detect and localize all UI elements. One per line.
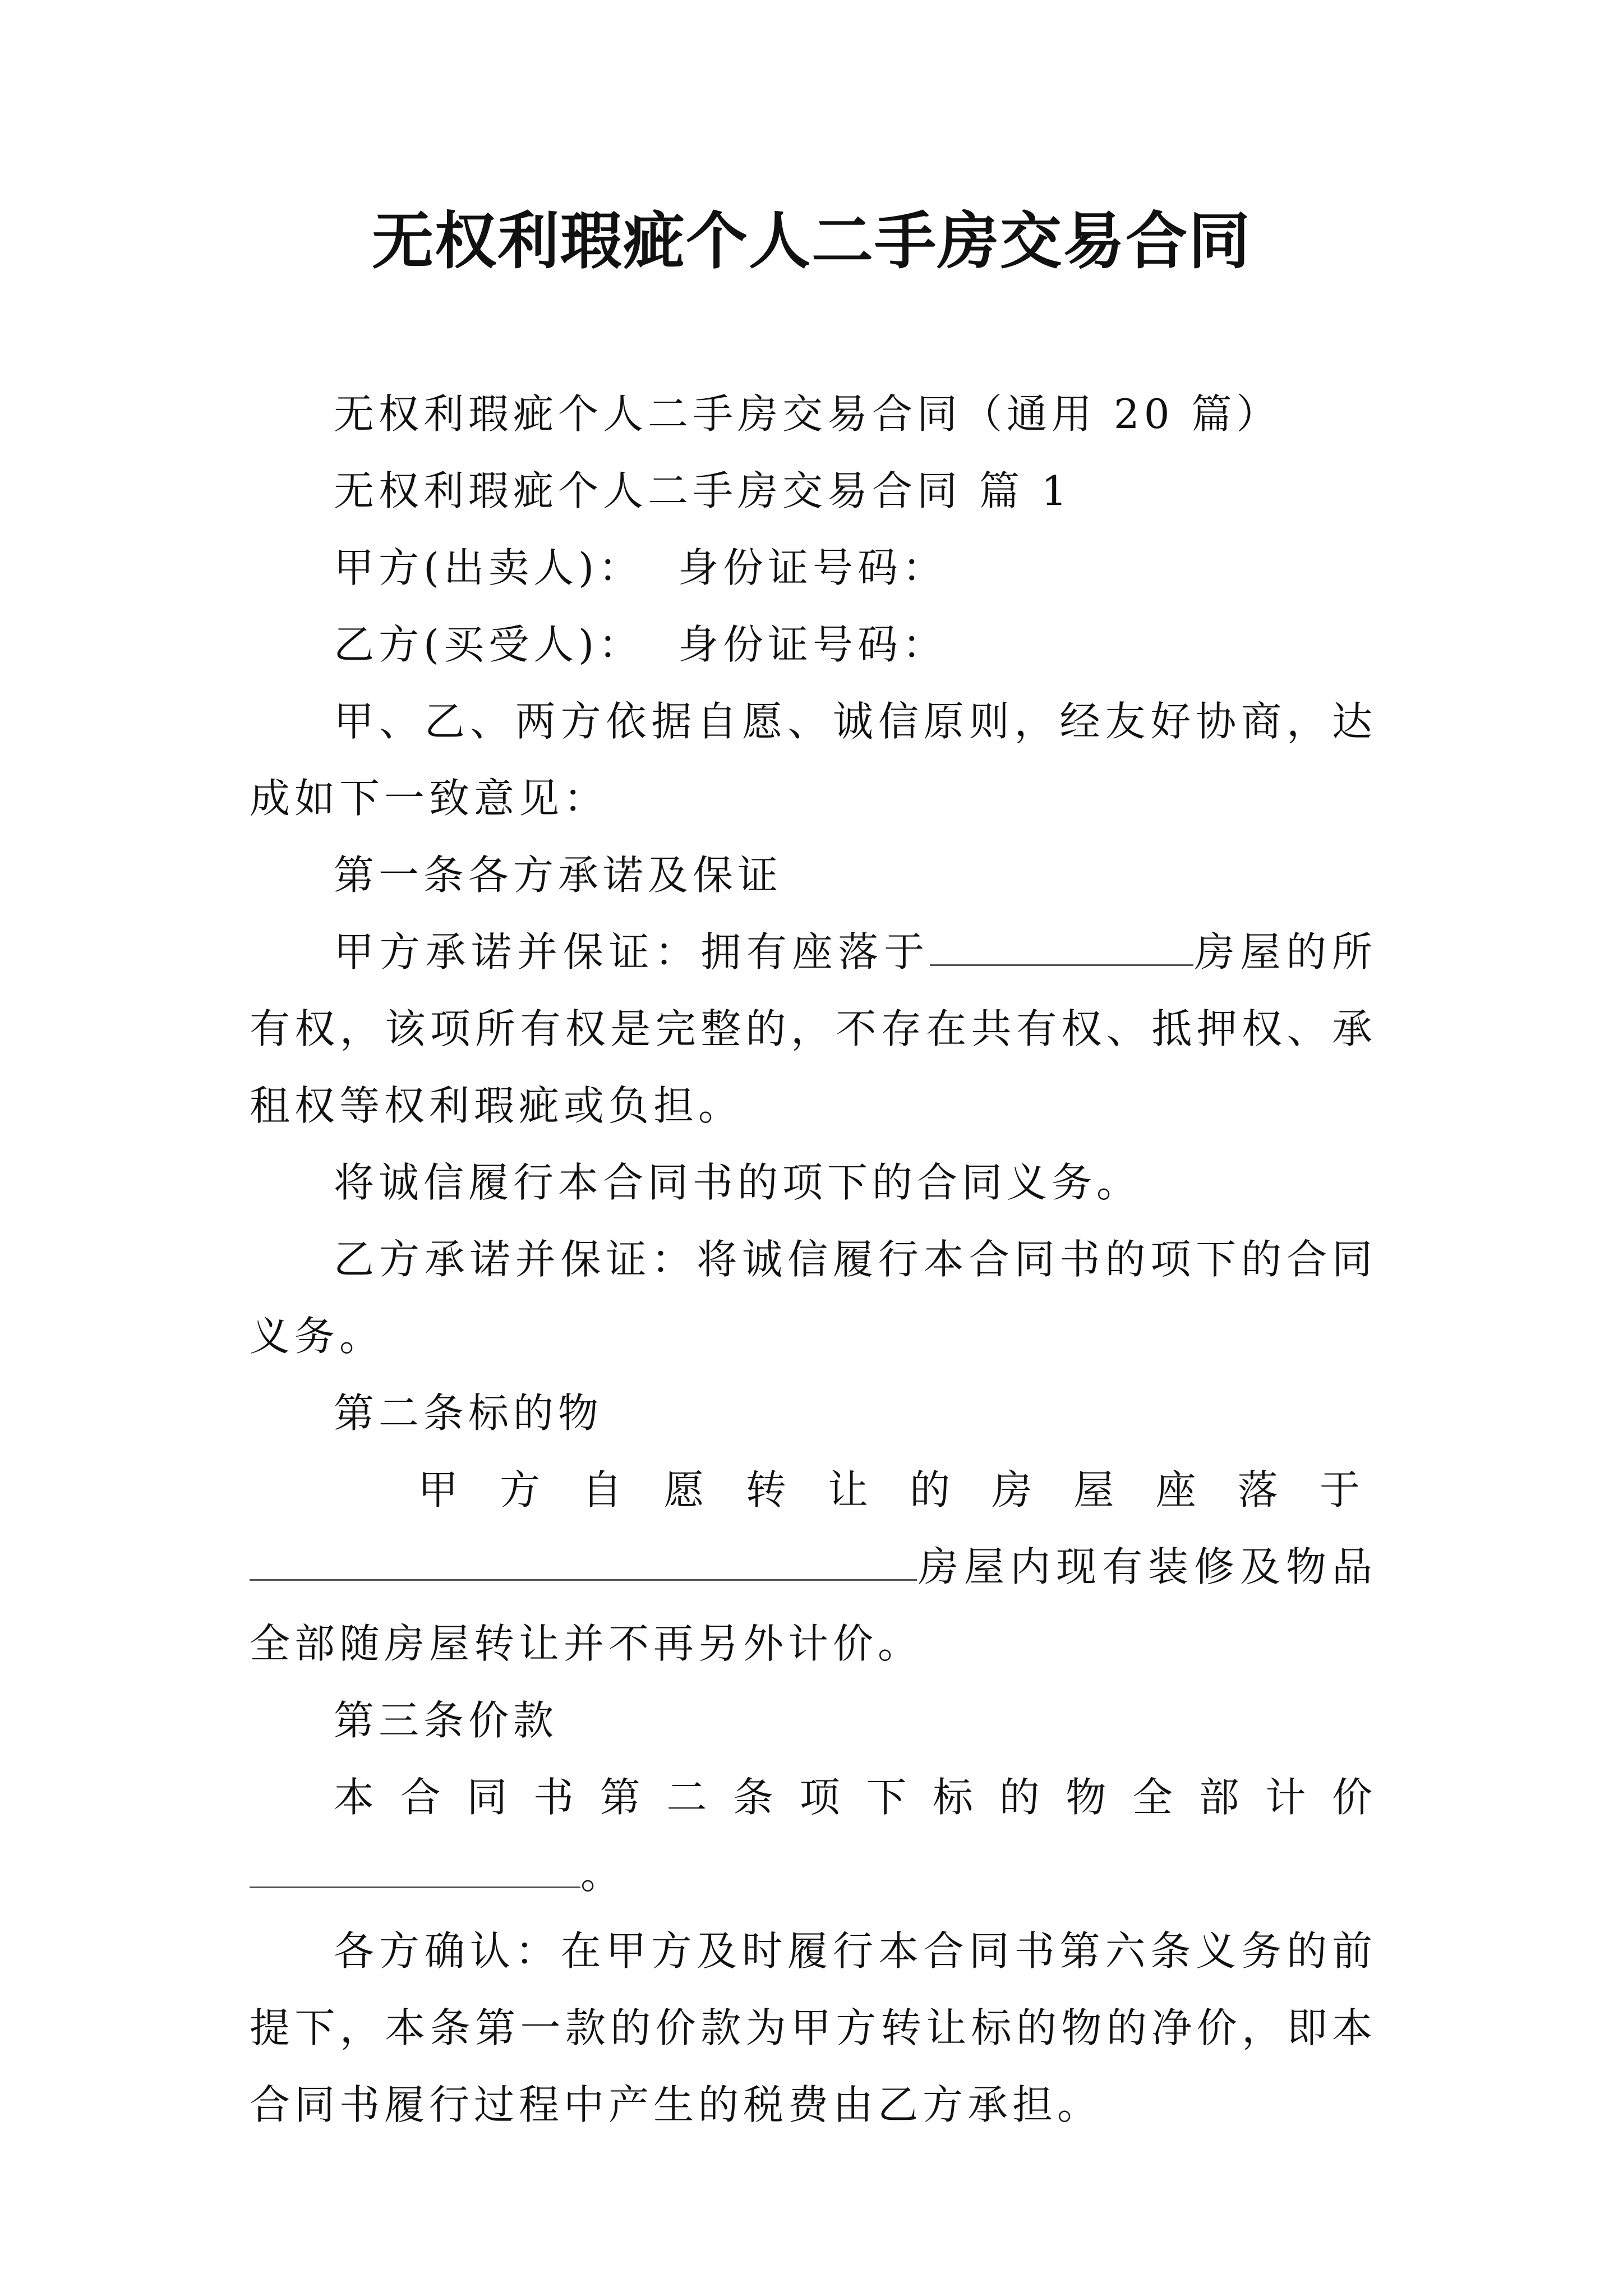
article-3-heading: 第三条价款: [334, 1697, 559, 1744]
article-1-party-a-clause: [250, 914, 1377, 1144]
clause-text: 本合同书第二条项下标的物全部计价: [334, 1774, 1377, 1821]
page-title: 无权利瑕疵个人二手房交易合同: [372, 205, 1251, 277]
address-blank: [930, 928, 1193, 966]
price-blank: [250, 1851, 580, 1888]
clause-text: 房屋内现有装修及物品全部随房屋转让并不再另外计价。: [250, 1543, 1377, 1667]
clause-text: 。: [580, 1851, 626, 1898]
chapter-heading: 无权利瑕疵个人二手房交易合同 篇 1: [334, 467, 1072, 514]
intro-paragraph: 甲、乙、两方依据自愿、诚信原则，经友好协商，达成如下一致意见：: [250, 698, 1377, 822]
article-2-clause-line2: [250, 1529, 1377, 1682]
article-1-party-b-clause: 乙方承诺并保证：将诚信履行本合同书的项下的合同义务。: [250, 1236, 1377, 1360]
article-2-heading: 第二条标的物: [334, 1389, 603, 1437]
subtitle: 无权利瑕疵个人二手房交易合同（通用 20 篇）: [334, 390, 1281, 438]
document-body: [250, 376, 1377, 2143]
article-1-heading: 第一条各方承诺及保证: [334, 852, 783, 899]
address-blank: [250, 1543, 917, 1581]
article-3-price-clause: [250, 1759, 1377, 1913]
article-1-party-a-obligation: 将诚信履行本合同书的项下的合同义务。: [334, 1159, 1142, 1206]
article-2-clause-line1: 甲方自愿转让的房屋座落于: [418, 1466, 1377, 1513]
party-b-line: 乙方(买受人)： 身份证号码：: [334, 621, 947, 668]
clause-text: 甲方承诺并保证：拥有座落于: [334, 928, 930, 976]
party-a-line: 甲方(出卖人)： 身份证号码：: [334, 544, 947, 591]
clause-text: 房屋的所有权，该项所有权是完整的，不存在共有权、抵押权、承租权等权利瑕疵或负担。: [250, 928, 1377, 1129]
article-3-confirmation: 各方确认：在甲方及时履行本合同书第六条义务的前提下，本条第一款的价款为甲方转让标的物的净价，即本合同书履行过程中产生的税费由乙方承担。: [250, 1927, 1377, 2128]
